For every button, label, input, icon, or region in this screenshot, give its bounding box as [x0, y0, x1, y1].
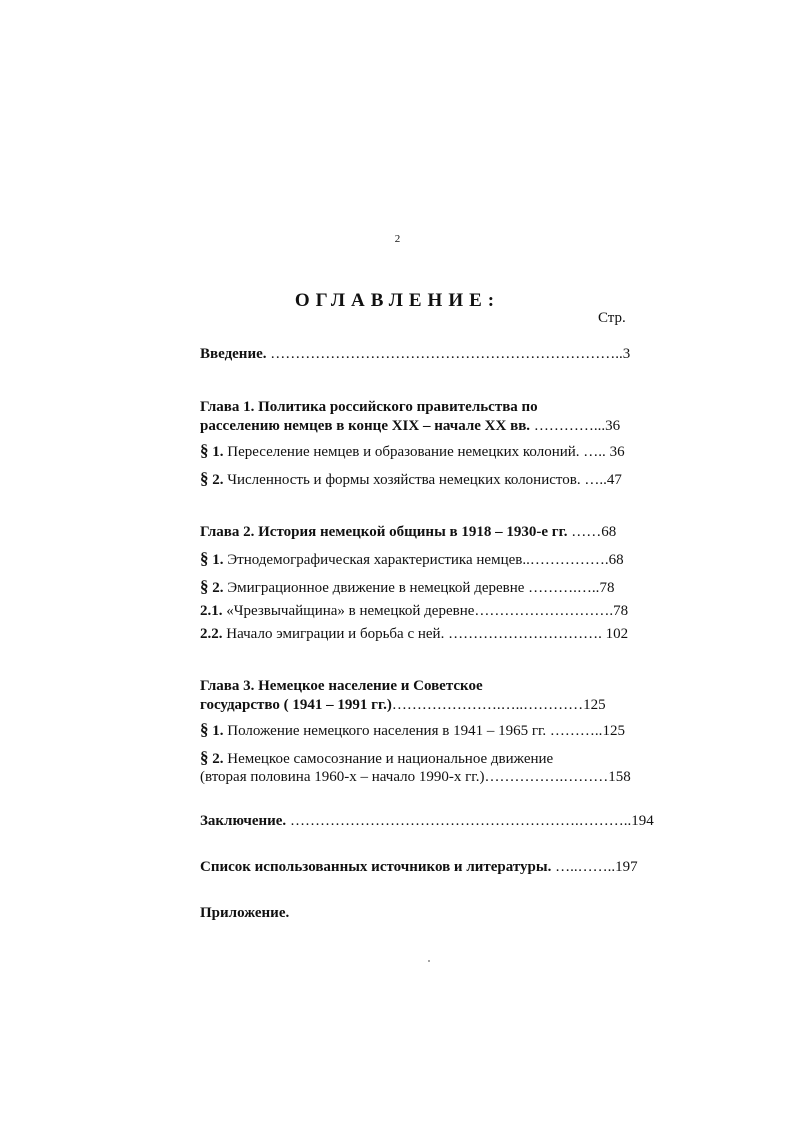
toc-entry-chapter1-section2: [200, 470, 622, 489]
toc-entry-conclusion: [200, 812, 654, 830]
section-page: 125: [602, 723, 625, 739]
chapter2-dots: ……: [567, 524, 602, 540]
subsection-page: 102: [601, 626, 629, 642]
chapter1-title-line1: Политика российского правительства по: [254, 399, 538, 415]
chapter3-page: 125: [583, 697, 606, 713]
section-page: 36: [605, 444, 625, 460]
toc-entry-chapter3-line1: [200, 677, 483, 695]
conclusion-page: 194: [631, 813, 654, 829]
section-text: Эмиграционное движение в немецкой деревне ……….…..: [223, 580, 600, 596]
toc-entry-chapter1-section1: [200, 442, 625, 461]
section-page: 158: [608, 769, 631, 785]
toc-entry-chapter2: [200, 523, 616, 541]
section-marker: §: [200, 748, 209, 767]
section-text: Численность и формы хозяйства немецких колонистов. …..: [223, 472, 607, 488]
toc-entry-chapter2-sub2: [200, 625, 628, 643]
chapter3-title-line2: государство ( 1941 – 1991 гг.): [200, 697, 392, 713]
toc-entry-chapter3-line2: [200, 696, 606, 714]
toc-entry-sources: [200, 858, 638, 876]
toc-entry-chapter2-sub1: [200, 602, 628, 620]
chapter1-dots: …………...: [530, 418, 606, 434]
section-text: Этнодемографическая характеристика немцев..…………….: [223, 552, 609, 568]
chapter1-page: 36: [605, 418, 621, 434]
sources-page: 197: [615, 859, 638, 875]
subsection-number: 2.1.: [200, 603, 223, 619]
toc-entry-appendix: [200, 904, 289, 922]
subsection-text: «Чрезвычайщина» в немецкой деревне……………………….: [222, 603, 614, 619]
section-number: 1.: [208, 552, 224, 568]
section-number: 2.: [208, 472, 224, 488]
chapter3-dots: ………………….…..…………: [391, 697, 584, 713]
chapter2-title: История немецкой общины в 1918 – 1930-е гг.: [254, 524, 568, 540]
toc-title: ОГЛАВЛЕНИЕ:: [294, 290, 501, 311]
sources-label: Список использованных источников и литературы.: [200, 859, 552, 875]
sources-dots: …..……..: [551, 859, 616, 875]
section-marker: §: [200, 549, 209, 568]
section-marker: §: [200, 720, 209, 739]
chapter2-page: 68: [601, 524, 617, 540]
section-text: Положение немецкого населения в 1941 – 1965 гг. ………..: [223, 723, 603, 739]
chapter1-prefix: Глава 1.: [200, 399, 255, 415]
subsection-page: 78: [613, 603, 629, 619]
appendix-label: Приложение.: [200, 905, 290, 921]
chapter3-title-line1: Немецкое население и Советское: [254, 678, 483, 694]
intro-dots: ……………………………………………………………..: [266, 346, 623, 362]
section-text: Переселение немцев и образование немецких колоний. …..: [223, 444, 606, 460]
scan-speck: [428, 960, 430, 962]
section-text-line2: (вторая половина 1960-х – начало 1990-х гг.)…………….………: [200, 769, 609, 785]
section-text-line1: Немецкое самосознание и национальное движение: [223, 751, 554, 767]
section-page: 78: [599, 580, 615, 596]
chapter3-prefix: Глава 3.: [200, 678, 255, 694]
section-marker: §: [200, 469, 209, 488]
section-number: 2.: [208, 751, 224, 767]
subsection-number: 2.2.: [200, 626, 223, 642]
section-page: 68: [608, 552, 624, 568]
section-number: 1.: [208, 444, 224, 460]
toc-entry-intro: [200, 345, 630, 363]
section-marker: §: [200, 441, 209, 460]
section-number: 2.: [208, 580, 224, 596]
intro-label: Введение.: [200, 346, 267, 362]
intro-page: 3: [622, 346, 631, 362]
toc-entry-chapter3-section2-line2: [200, 768, 631, 786]
section-number: 1.: [208, 723, 224, 739]
toc-entry-chapter3-section1: [200, 721, 625, 740]
conclusion-label: Заключение.: [200, 813, 287, 829]
chapter1-title-line2: расселению немцев в конце XIX – начале XX вв.: [200, 418, 531, 434]
toc-entry-chapter2-section2: [200, 578, 614, 597]
toc-entry-chapter1-line2: [200, 417, 620, 435]
section-marker: §: [200, 577, 209, 596]
toc-entry-chapter1-line1: [200, 398, 538, 416]
subsection-text: Начало эмиграции и борьба с ней. ………………………….: [222, 626, 602, 642]
page-number: 2: [394, 233, 401, 245]
toc-entry-chapter2-section1: [200, 550, 624, 569]
conclusion-dots: ………………………………………………….………..: [286, 813, 632, 829]
chapter2-prefix: Глава 2.: [200, 524, 255, 540]
section-page: 47: [606, 472, 622, 488]
toc-entry-chapter3-section2-line1: [200, 749, 553, 768]
page-column-label: Стр.: [598, 310, 626, 326]
